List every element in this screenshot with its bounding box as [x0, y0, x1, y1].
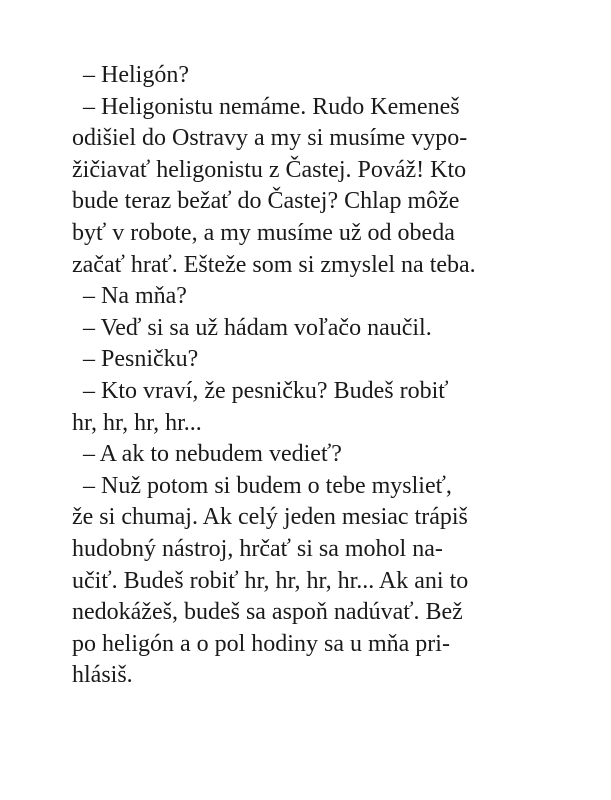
book-page-text	[72, 60, 542, 692]
text-line: – Kto vraví, že pesničku? Budeš robiť	[83, 377, 449, 404]
text-line: žičiavať heligonistu z Častej. Pováž! Kto	[72, 156, 467, 183]
text-line: po heligón a o pol hodiny sa u mňa pri-	[72, 630, 450, 657]
text-line: že si chumaj. Ak celý jeden mesiac trápiš	[72, 504, 468, 531]
text-line: učiť. Budeš robiť hr, hr, hr, hr... Ak ani to	[72, 567, 469, 594]
text-line: hudobný nástroj, hrčať si sa mohol na-	[72, 535, 443, 562]
text-line: – Nuž potom si budem o tebe myslieť,	[83, 472, 452, 499]
text-line: byť v robote, a my musíme už od obeda	[72, 219, 455, 246]
text-line: – Heligonistu nemáme. Rudo Kemeneš	[83, 93, 460, 120]
text-line: hr, hr, hr, hr...	[72, 409, 202, 436]
text-line: bude teraz bežať do Častej? Chlap môže	[72, 188, 460, 215]
text-line: odišiel do Ostravy a my si musíme vypo-	[72, 125, 468, 152]
text-line: – Heligón?	[83, 62, 189, 88]
text-line: nedokážeš, budeš sa aspoň nadúvať. Bež	[72, 599, 463, 626]
text-line: – A ak to nebudem vedieť?	[83, 441, 342, 468]
text-line: hlásiš.	[72, 662, 133, 689]
text-line: – Pesničku?	[83, 346, 199, 373]
text-line: – Na mňa?	[83, 283, 187, 310]
text-line: začať hrať. Ešteže som si zmyslel na teba.	[72, 251, 476, 278]
text-line: – Veď si sa už hádam voľačo naučil.	[83, 314, 432, 341]
